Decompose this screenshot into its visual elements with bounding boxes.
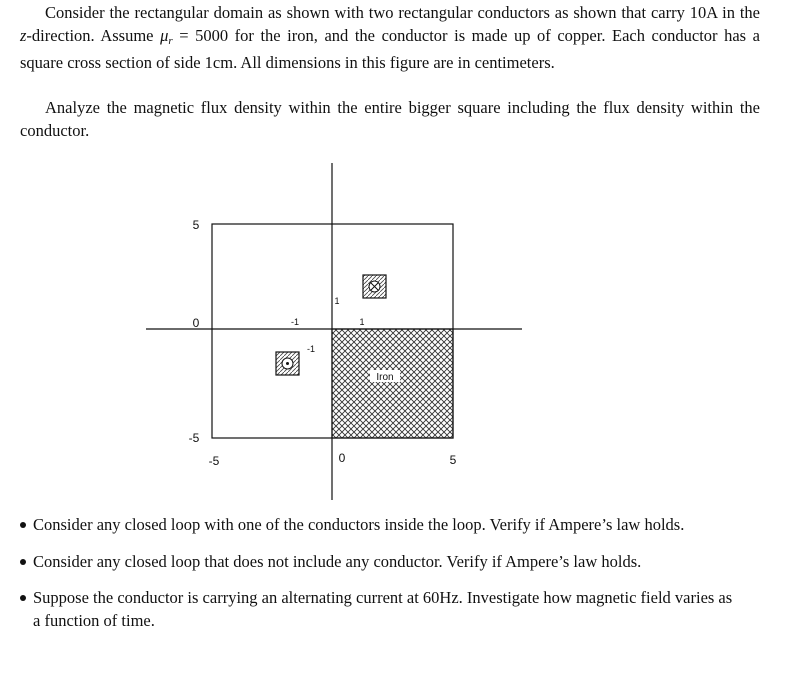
- marker-neg1-y: -1: [306, 344, 316, 354]
- bullet-icon: [20, 595, 26, 601]
- mu-subscript: r: [168, 34, 173, 47]
- x-tick-0: 0: [338, 451, 346, 465]
- marker-neg1-x: -1: [290, 317, 300, 327]
- task-list: [20, 514, 740, 646]
- conductor-into-page: [363, 275, 386, 298]
- marker-pos1-x: 1: [359, 317, 365, 327]
- task-item: [20, 587, 740, 632]
- bullet-icon: [20, 522, 26, 528]
- statement-text-2: -direction. Assume: [26, 25, 161, 45]
- y-tick-5: 5: [192, 218, 200, 232]
- bullet-icon: [20, 559, 26, 565]
- y-tick-0: 0: [192, 316, 200, 330]
- task-item: [20, 514, 740, 537]
- statement-text-1: Consider the rectangular domain as shown with two rectangular conductors as shown that carry 10A in the: [45, 3, 760, 22]
- mu-symbol: μ: [160, 25, 169, 45]
- analysis-instruction: Analyze the magnetic flux density within the entire bigger square including the flux density within the conductor.: [20, 98, 760, 140]
- conductor-out-of-page: [276, 352, 299, 375]
- iron-label: Iron: [376, 372, 394, 383]
- x-tick-5: 5: [449, 453, 457, 467]
- task-text: Suppose the conductor is carrying an alternating current at 60Hz. Investigate how magnetic field varies as a function of time.: [33, 588, 733, 630]
- y-tick-neg5: -5: [188, 431, 200, 445]
- z-symbol: z: [20, 25, 27, 45]
- task-text: Consider any closed loop that does not include any conductor. Verify if Ampere’s law holds.: [33, 551, 642, 571]
- task-item: [20, 551, 740, 574]
- statement-text-3: = 5000 for the iron, and the conductor is made up of copper. Each conductor has a square cross section of side 1cm. All dimensions in this figure are in centimeters.: [20, 25, 760, 72]
- marker-pos1-y: 1: [334, 296, 340, 306]
- task-text: Consider any closed loop with one of the conductors inside the loop. Verify if Ampere’s law holds.: [33, 515, 685, 534]
- iron-region: [332, 329, 453, 438]
- x-tick-neg5: -5: [208, 454, 220, 468]
